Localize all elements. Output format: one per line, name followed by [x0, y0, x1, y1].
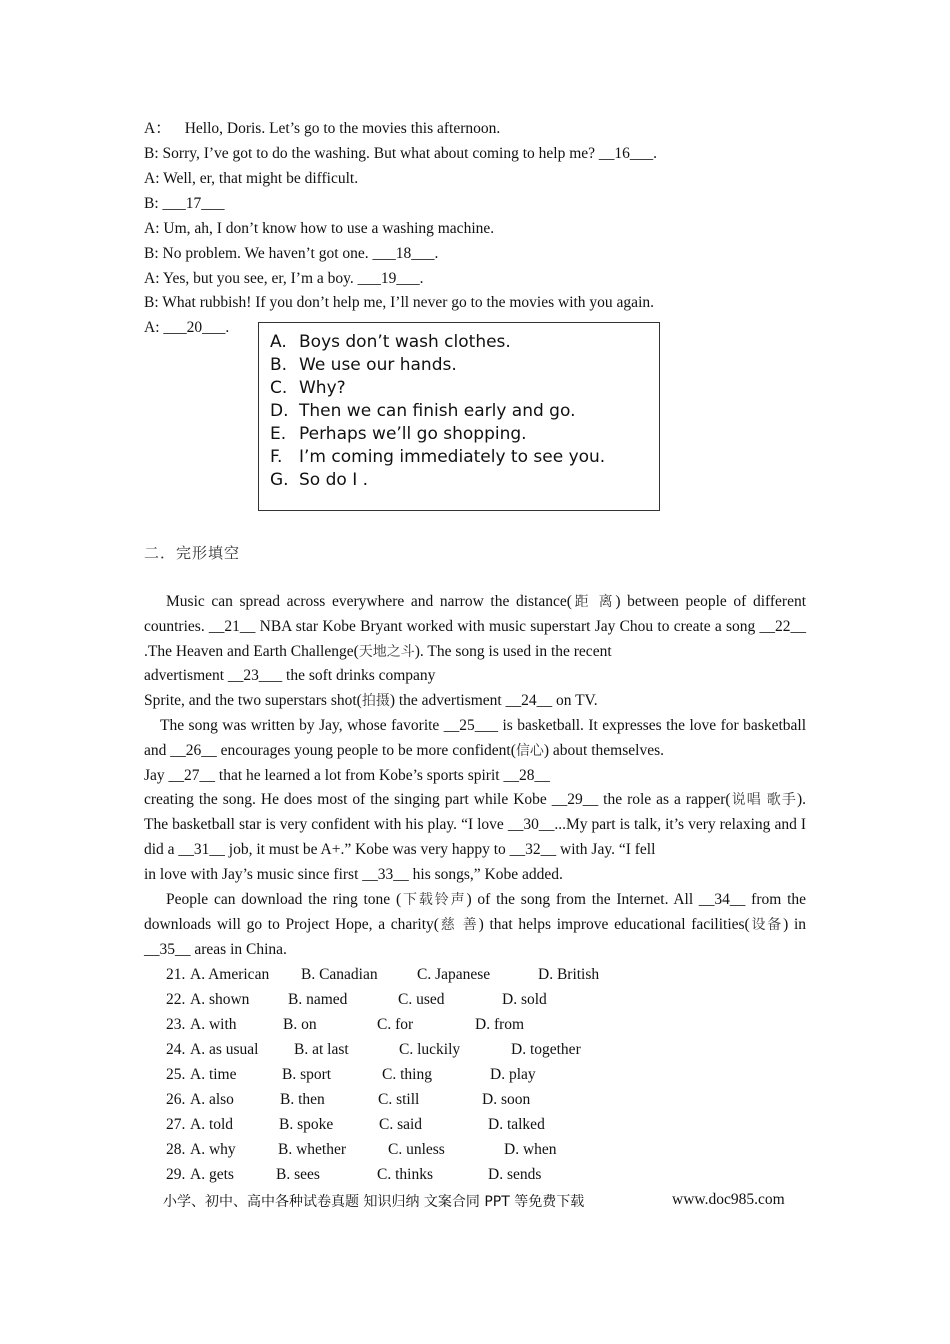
page-footer: [163, 1191, 785, 1211]
speaker-label: B:: [144, 145, 159, 162]
option-e: [270, 423, 659, 446]
passage-text: relaxing and I did a __31__ job, it must be A+.” Kobe was very happy to __32__ with Jay. “I fell: [144, 816, 806, 858]
option-text: Perhaps we’ll go shopping.: [299, 424, 527, 444]
option-c: [270, 377, 659, 400]
choice-a: A. also: [190, 1091, 234, 1108]
passage-text: People can download the ring tone (: [166, 891, 402, 908]
choice-b: B. Canadian: [301, 966, 378, 983]
cloze-paragraph-1: [144, 590, 806, 714]
cloze-paragraph-2: [144, 714, 806, 888]
chinese-gloss: 歌手: [766, 792, 797, 809]
question-number: 27.: [166, 1116, 186, 1133]
dialogue-line-9: [144, 318, 229, 338]
choice-c: C. for: [377, 1016, 414, 1033]
chinese-gloss: 下载铃声: [401, 892, 467, 908]
choice-c: C. luckily: [399, 1041, 461, 1058]
choice-a: A. told: [190, 1116, 234, 1133]
option-text: So do I .: [299, 470, 369, 490]
passage-text: ). The basketball star is very confident with his play. “I love __30__...My part is talk, it’s very: [144, 791, 807, 834]
choice-d: D. British: [538, 966, 600, 983]
passage-text: creating the song. He does most of the singing part while Kobe __29__ the role as a rapper(: [144, 791, 731, 809]
option-text: Why?: [299, 378, 346, 398]
option-text: Then we can finish early and go.: [299, 401, 576, 421]
passage-text: advertisment __23___ the soft drinks company: [144, 667, 436, 685]
choice-a: A. as usual: [190, 1041, 259, 1058]
option-letter: C.: [270, 378, 288, 398]
choice-b: B. sees: [276, 1166, 320, 1183]
option-text: We use our hands.: [299, 355, 457, 375]
choice-b: B. on: [283, 1016, 317, 1033]
chinese-gloss: 拍摄: [361, 693, 390, 710]
choice-c: C. still: [378, 1091, 420, 1108]
option-a: [270, 331, 659, 354]
speaker-label: A:: [144, 270, 160, 287]
choice-d: D. soon: [482, 1091, 531, 1108]
passage-text: create a song __22__ .The Heaven and Earth Challenge(: [144, 617, 806, 660]
passage-text: ) the advertisment __24__ on TV.: [389, 692, 598, 710]
passage-text: the downloads will go to Project Hope, a charity(: [144, 891, 807, 933]
footer-promo-text: 小学、初中、高中各种试卷真题 知识归纳 文案合同 PPT 等免费下载: [163, 1194, 585, 1210]
footer-website-link[interactable]: www.doc985.com: [672, 1191, 785, 1208]
choice-a: A. gets: [190, 1166, 234, 1183]
question-number: 28.: [166, 1141, 186, 1158]
passage-text: in love with Jay’s music since first __33__ his songs,” Kobe added.: [144, 865, 563, 883]
option-letter: E.: [270, 424, 287, 444]
dialogue-line-1: [144, 119, 500, 139]
choice-a: A. shown: [190, 991, 250, 1008]
passage-text: ). The song is used in the recent: [414, 642, 612, 660]
passage-text: ) between people of: [615, 593, 747, 610]
chinese-gloss: 慈 善: [438, 916, 479, 933]
choice-c: C. used: [398, 991, 445, 1008]
speaker-label: B:: [144, 245, 159, 262]
cloze-paragraph-3: [144, 888, 806, 962]
question-number: 25.: [166, 1066, 186, 1083]
answer-options-box: [258, 322, 660, 511]
option-g: [270, 469, 659, 492]
speaker-label: A:: [144, 170, 160, 187]
passage-text: ) in __35__ areas in China.: [144, 915, 806, 958]
chinese-gloss: 天地之斗: [358, 643, 415, 660]
choice-a: A. American: [190, 966, 270, 983]
passage-text: ) about themselves.: [543, 741, 664, 759]
dialogue-text: Well, er, that might be difficult.: [163, 170, 359, 187]
dialogue-line-4: [144, 194, 225, 214]
passage-text: Sprite, and the two superstars shot(: [144, 692, 362, 710]
question-number: 24.: [166, 1041, 186, 1058]
dialogue-text: Um, ah, I don’t know how to use a washing machine.: [163, 220, 495, 237]
option-d: [270, 400, 659, 423]
dialogue-text: Hello, Doris. Let’s go to the movies this afternoon.: [184, 120, 501, 137]
passage-text: different countries. __21__ NBA star Kobe Bryant worked with music superstart Jay Chou to: [144, 593, 807, 635]
speaker-label: A:: [144, 220, 160, 237]
question-number: 21.: [166, 966, 186, 983]
dialogue-line-2: [144, 144, 657, 164]
chinese-gloss: 距 离: [571, 594, 616, 610]
option-letter: G.: [270, 470, 289, 490]
chinese-gloss: 说唱: [730, 792, 762, 809]
choice-d: D. play: [490, 1066, 536, 1083]
choice-b: B. at last: [294, 1041, 349, 1058]
dialogue-text: What rubbish! If you don’t help me, I’ll never go to the movies with you again.: [162, 294, 654, 311]
option-b: [270, 354, 659, 377]
choice-c: C. said: [379, 1116, 423, 1133]
choice-a: A. time: [190, 1066, 237, 1083]
passage-text: Music can spread across everywhere and narrow the distance(: [166, 593, 572, 610]
question-number: 22.: [166, 991, 186, 1008]
choice-b: B. sport: [282, 1066, 332, 1083]
choice-d: D. together: [511, 1041, 581, 1058]
dialogue-text: Yes, but you see, er, I’m a boy. ___19___.: [162, 270, 424, 287]
chinese-gloss: 信心: [515, 742, 544, 759]
option-text: Boys don’t wash clothes.: [299, 332, 511, 352]
choice-a: A. why: [190, 1141, 236, 1158]
dialogue-line-8: [144, 293, 654, 313]
choice-b: B. spoke: [279, 1116, 334, 1133]
dialogue-line-3: [144, 169, 358, 189]
dialogue-line-5: [144, 219, 494, 239]
choice-b: B. named: [288, 991, 348, 1008]
option-letter: A.: [270, 332, 287, 352]
dialogue-text: ___17___: [162, 195, 225, 212]
passage-text: ) that helps improve educational: [478, 915, 686, 933]
choice-d: D. talked: [488, 1116, 545, 1133]
choice-b: B. then: [280, 1091, 325, 1108]
choice-d: D. sold: [502, 991, 547, 1008]
option-letter: D.: [270, 401, 289, 421]
speaker-label: A:: [144, 319, 160, 336]
option-f: [270, 446, 659, 469]
dialogue-line-6: [144, 244, 438, 264]
passage-text: The song was written by Jay, whose favorite __25___ is basketball. It expresses the love for: [160, 717, 739, 734]
choice-c: C. unless: [388, 1141, 445, 1158]
choice-c: C. thing: [382, 1066, 432, 1083]
passage-text: facilities(: [691, 915, 750, 933]
dialogue-line-7: [144, 269, 424, 289]
passage-text: Jay __27__ that he learned a lot from Kobe’s sports spirit __28__: [144, 766, 550, 784]
dialogue-text: No problem. We haven’t got one. ___18___.: [162, 245, 439, 262]
choice-d: D. sends: [488, 1166, 542, 1183]
choice-c: C. Japanese: [417, 966, 491, 983]
question-number: 26.: [166, 1091, 186, 1108]
choice-b: B. whether: [278, 1141, 347, 1158]
passage-text: ) of the song from the Internet. All __34__ from: [466, 891, 782, 908]
speaker-label: B:: [144, 195, 159, 212]
option-text: I’m coming immediately to see you.: [299, 447, 606, 467]
section-title: 二．完形填空: [144, 544, 241, 562]
speaker-label: B:: [144, 294, 159, 311]
dialogue-text: ___20___.: [163, 319, 230, 336]
speaker-label: A：: [144, 120, 171, 137]
question-number: 23.: [166, 1016, 186, 1033]
question-number: 29.: [166, 1166, 186, 1183]
choice-d: D. from: [475, 1016, 525, 1033]
choice-a: A. with: [190, 1016, 237, 1033]
option-letter: B.: [270, 355, 288, 375]
passage-text: basketball and __26__ encourages young people to be more confident(: [144, 717, 807, 759]
choice-c: C. thinks: [377, 1166, 433, 1183]
dialogue-text: Sorry, I’ve got to do the washing. But what about coming to help me? __16___.: [162, 145, 658, 162]
option-letter: F.: [270, 447, 283, 467]
chinese-gloss: 设备: [749, 916, 784, 933]
choice-d: D. when: [504, 1141, 557, 1158]
